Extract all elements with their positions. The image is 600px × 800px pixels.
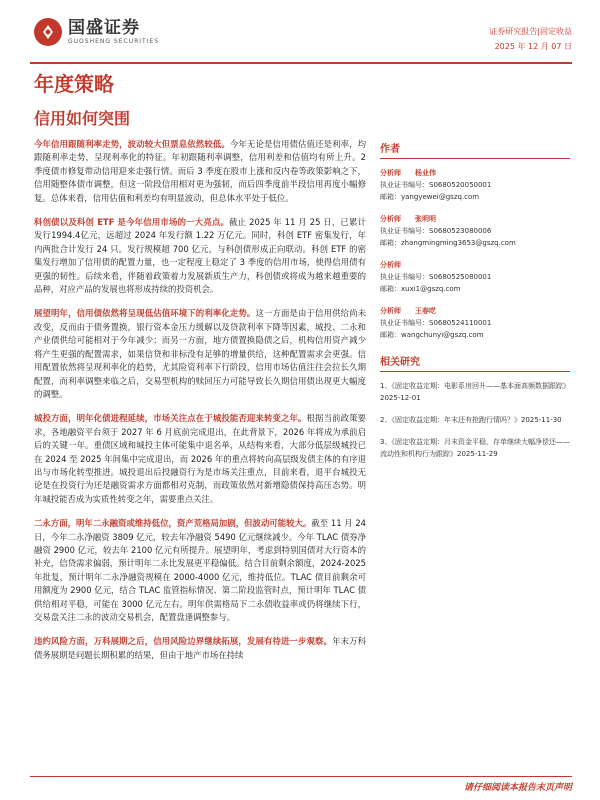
paragraph-highlight: 违约风险方面，万科展期之后，信用风险边界继续拓展，发展有待进一步观察。: [34, 636, 333, 647]
analyst-role: 分析师: [380, 307, 401, 315]
company-logo: [34, 18, 159, 46]
footer-disclaimer: 请仔细阅读本报告末页声明: [463, 783, 572, 793]
analyst-role: 分析师: [380, 261, 401, 269]
paragraph: [34, 138, 366, 205]
cert-label: 执业证书编号：: [380, 319, 429, 327]
email-label: 邮箱：: [380, 239, 401, 247]
author-heading: 作者: [380, 138, 570, 159]
cert-label: 执业证书编号：: [380, 227, 429, 235]
paragraph: [34, 412, 366, 506]
analyst-card: [380, 213, 570, 249]
analyst-card: [380, 305, 570, 341]
email-label: 邮箱：: [380, 331, 401, 339]
logo-english-name: GUOSHENG SECURITIES: [68, 38, 160, 45]
paragraph-text: 根据当前政策要求，各地融资平台须于 2027 年 6 月底前完成退出，在此背景下，2026 年将成为承前启后的关键一年。重债区域和城投主体可能集中退名单，从结构来看，大部分低层级城投已在 2024 至 2025 年间集中完成退出，而 2026 年的重点将转向高层级发债主体的有序退出与市场化转型推进。城投退出后投融资行为是市场关注重点，目前来看，退平台城投无论是在投资行为还是融资需求方面都相对克制，而政策依然对新增隐债保持高压态势。明年城投能否成为实质性转变之年，需要重点关注。: [34, 413, 367, 504]
analyst-email[interactable]: yangyewei@gszq.com: [401, 193, 480, 201]
sidebar: [380, 138, 570, 470]
cert-number: S0680525080001: [429, 273, 492, 281]
paragraph: [34, 517, 366, 624]
email-label: 邮箱：: [380, 193, 401, 201]
report-header: [0, 0, 600, 62]
paragraph: [34, 307, 366, 401]
paragraph-highlight: 科创债以及科创 ETF 是今年信用市场的一大亮点。: [34, 217, 230, 228]
paragraph-text: 年末万科债务展期是问题长期积累的结果，但由于地产市场在持续: [34, 636, 367, 660]
analyst-card: [380, 259, 570, 295]
related-report[interactable]: 2、《固定收益定期：年末还有抢跑行情吗？》2025-11-30: [380, 416, 562, 424]
report-date: 2025 年 12 月 07 日: [494, 42, 572, 51]
cert-label: 执业证书编号：: [380, 181, 429, 189]
paragraph-text: 截止 2025 年 11 月 25 日，已累计发行1994.4亿元，远超过 2024 年发行额 1.22 万亿元。同时，科创 ETF 密集发行，年内两批合计发行 24 只。发行规模超 700 亿元，与科创债形成正向联动。科创 ETF 的密集发行增加了信用债的配置力量，也一定程度上稳定了 3 季度的信用市场，使得信用债有更强的韧性。后续来看，伴随着政策着力发展新质生产力，科创债或将成为越来越重要的品种，对应产品的发展也将形成持续的投资机会。: [34, 217, 366, 295]
email-label: 邮箱：: [380, 285, 401, 293]
cert-number: S0680523080006: [429, 227, 492, 235]
logo-emblem-icon: [34, 18, 62, 46]
related-report[interactable]: 3、《固定收益定期：月末资金平稳，存单继续大幅净偿还——流动性和机构行为跟踪》2025-11-29: [380, 438, 570, 458]
analyst-name: 张明明: [415, 215, 436, 223]
report-type: 证券研究报告|固定收益: [489, 27, 572, 36]
related-research-heading: 相关研究: [380, 351, 570, 372]
paragraph: [34, 635, 366, 662]
analyst-role: 分析师: [380, 169, 401, 177]
paragraph-highlight: 城投方面，明年化债进程延续，市场关注点在于城投能否迎来转变之年。: [34, 413, 307, 424]
main-body: [34, 138, 366, 673]
paragraph-highlight: 二永方面，明年二永融资或维持低位，资产荒格局加剧，但波动可能较大。: [34, 518, 312, 529]
header-divider: [30, 62, 572, 64]
paragraph: [34, 216, 366, 296]
analyst-email[interactable]: xuxi1@gszq.com: [401, 285, 461, 293]
paragraph-highlight: 今年信用跟随利率走势，波动较大但票息依然较低。: [34, 139, 230, 149]
cert-number: S0680520050001: [429, 181, 492, 189]
page-title: 年度策略: [34, 72, 114, 96]
paragraph-text: 今年无论是信用债估值还是利率，均跟随利率走势，呈现利率化的特征。年初跟随利率调整，信用利差和估值均有所上升。2 季度债市修复带动信用迎来走强行情。而后 3 季度在股市上涨和反内卷等政策影响之下，信用随整体债市调整，但这一阶段信用相对更为强韧，而后四季度前半段信用再度小幅修复。总体来看，信用估值和利差均有明显波动，但总体水平处于低位。: [34, 139, 367, 203]
paragraph-text: 这一方面是由于信用供给尚未改变，反而由于债务置换，银行资本金压力缓解以及贷款利率下降等因素，城投、二永和产业债供给可能相对于今年减少；而另一方面，地方债置换隐债之后，机构信用资产减少将产生更强的配置需求，如果信贷和非标没有足够的增量供给，这种配置需求会更强。信用配置依然将呈现利率化的趋势，尤其险资利率下行阶段，信用市场估值注往会拉长久期配置，而利率调整来临之后，交易型机构的赎回压力可能导致长久期信用债出现更大幅度的调整。: [34, 308, 367, 399]
logo-name: 国盛证券: [68, 18, 140, 38]
cert-number: S0680524110001: [429, 319, 492, 327]
page-subtitle: 信用如何突围: [34, 109, 131, 128]
analyst-role: 分析师: [380, 215, 401, 223]
analyst-name: 王春呓: [415, 307, 436, 315]
cert-label: 执业证书编号：: [380, 273, 429, 281]
analyst-email[interactable]: wangchunyi@gszq.com: [401, 331, 484, 339]
analyst-card: [380, 167, 570, 203]
footer-divider: [30, 776, 572, 777]
related-report[interactable]: 1、《固定收益定期：电影系房回升——基本面高频数据跟踪》2025-12-01: [380, 382, 570, 402]
paragraph-text: 截至 11 月 24 日，今年二永净融资 3809 亿元，较去年净融资 5490 亿元继续减少。今年 TLAC 债券净融资 2900 亿元，较去年 2100 亿元有所提升。展望明年，考虑到特别国债对大行资本的补充，信贷需求偏弱，预计明年二永比发展更平稳偏低。结合目前剩余额度，2024-2025 年批复，预计明年二永净融资规模在 2000-4000 亿元，维持低位。TLAC 债目前剩余可用额度为 2900 亿元，结合 TLAC 监管指标情况、第二阶段监管时点，预计明年 TLAC 债供给相对平稳，可能在 3000 亿元左右。明年供需格局下二永债收益率或仍将继续下行，交易盘关注二永的波动交易机会，配置盘逢调整参与。: [34, 518, 366, 622]
paragraph-highlight: 展望明年，信用债依然将呈现低估值环境下的利率化走势。: [34, 308, 256, 319]
analyst-email[interactable]: zhangmingming3653@gszq.com: [401, 239, 516, 247]
analyst-name: 杨业伟: [415, 169, 436, 177]
